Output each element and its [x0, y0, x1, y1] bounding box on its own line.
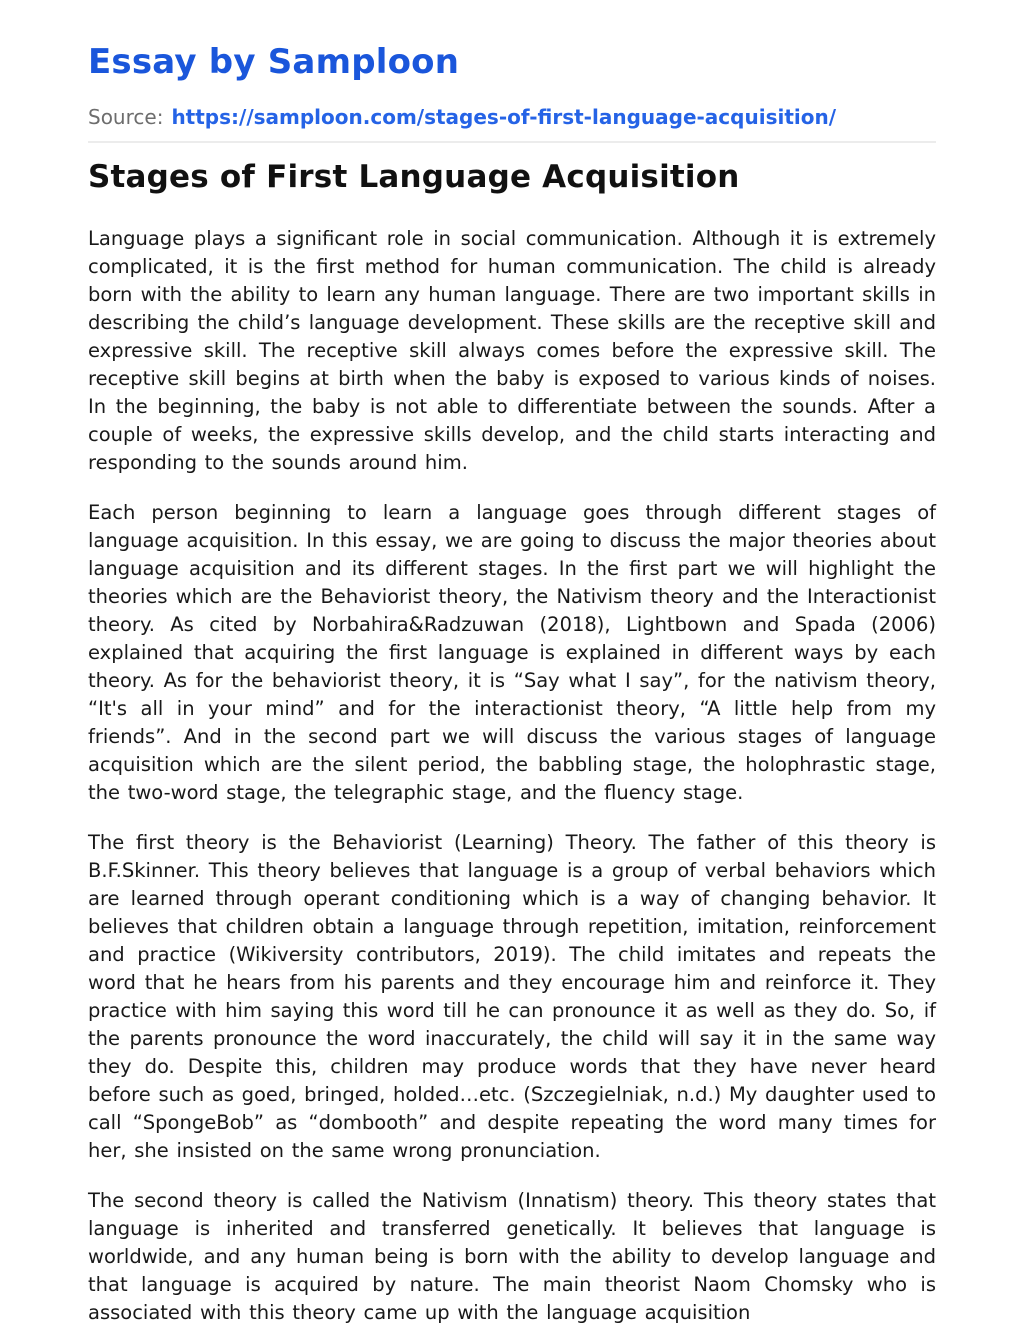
essay-paragraph-3: The first theory is the Behaviorist (Learning) Theory. The father of this theory is B.F.Skinner. This theory believes that language is a group of verbal behaviors which are learned through operant conditioning which is a way of changing behavior. It believes that children obtain a language through repetition, imitation, reinforcement and practice (Wikiversity contributors, 2019). The child imitates and repeats the word that he hears from his parents and they encourage him and reinforce it. They practice with him saying this word till he can pronounce it as well as they do. So, if the parents pronounce the word inaccurately, the child will say it in the same way they do. Despite this, children may produce words that they have never heard before such as goed, bringed, holded…etc. (Szczegielniak, n.d.) My daughter used to call “SpongeBob” as “dombooth” and despite repeating the word many times for her, she insisted on the same wrong pronunciation. — [88, 831, 936, 1162]
source-url-link[interactable]: https://samploon.com/stages-of-first-language-acquisition/ — [171, 105, 837, 129]
article-title: Stages of First Language Acquisition — [88, 159, 740, 195]
essay-paragraph-1: Language plays a significant role in social communication. Although it is extremely complicated, it is the first method for human communication. The child is already born with the ability to learn any human language. There are two important skills in describing the child’s language development. These skills are the receptive skill and expressive skill. The receptive skill always comes before the expressive skill. The receptive skill begins at birth when the baby is exposed to various kinds of noises. In the beginning, the baby is not able to differentiate between the sounds. After a couple of weeks, the expressive skills develop, and the child starts interacting and responding to the sounds around him. — [88, 227, 936, 474]
brand-title: Essay by Samploon — [88, 42, 460, 82]
source-label: Source: — [88, 105, 164, 129]
source-line — [88, 105, 936, 129]
essay-body — [88, 225, 936, 1327]
essay-paragraph-4: The second theory is called the Nativism (Innatism) theory. This theory states that language is inherited and transferred genetically. It believes that language is worldwide, and any human being is born with the ability to develop language and that language is acquired by nature. The main theorist Naom Chomsky who is associated with this theory came up with the language acquisition — [88, 1189, 936, 1324]
essay-paragraph-2: Each person beginning to learn a language goes through different stages of language acquisition. In this essay, we are going to discuss the major theories about language acquisition and its different stages. In the first part we will highlight the theories which are the Behaviorist theory, the Nativism theory and the Interactionist theory. As cited by Norbahira&Radzuwan (2018), Lightbown and Spada (2006) explained that acquiring the first language is explained in different ways by each theory. As for the behaviorist theory, it is “Say what I say”, for the nativism theory, “It's all in your mind” and for the interactionist theory, “A little help from my friends”. And in the second part we will discuss the various stages of language acquisition which are the silent period, the babbling stage, the holophrastic stage, the two-word stage, the telegraphic stage, and the fluency stage. — [88, 501, 936, 804]
header-divider — [88, 141, 936, 143]
